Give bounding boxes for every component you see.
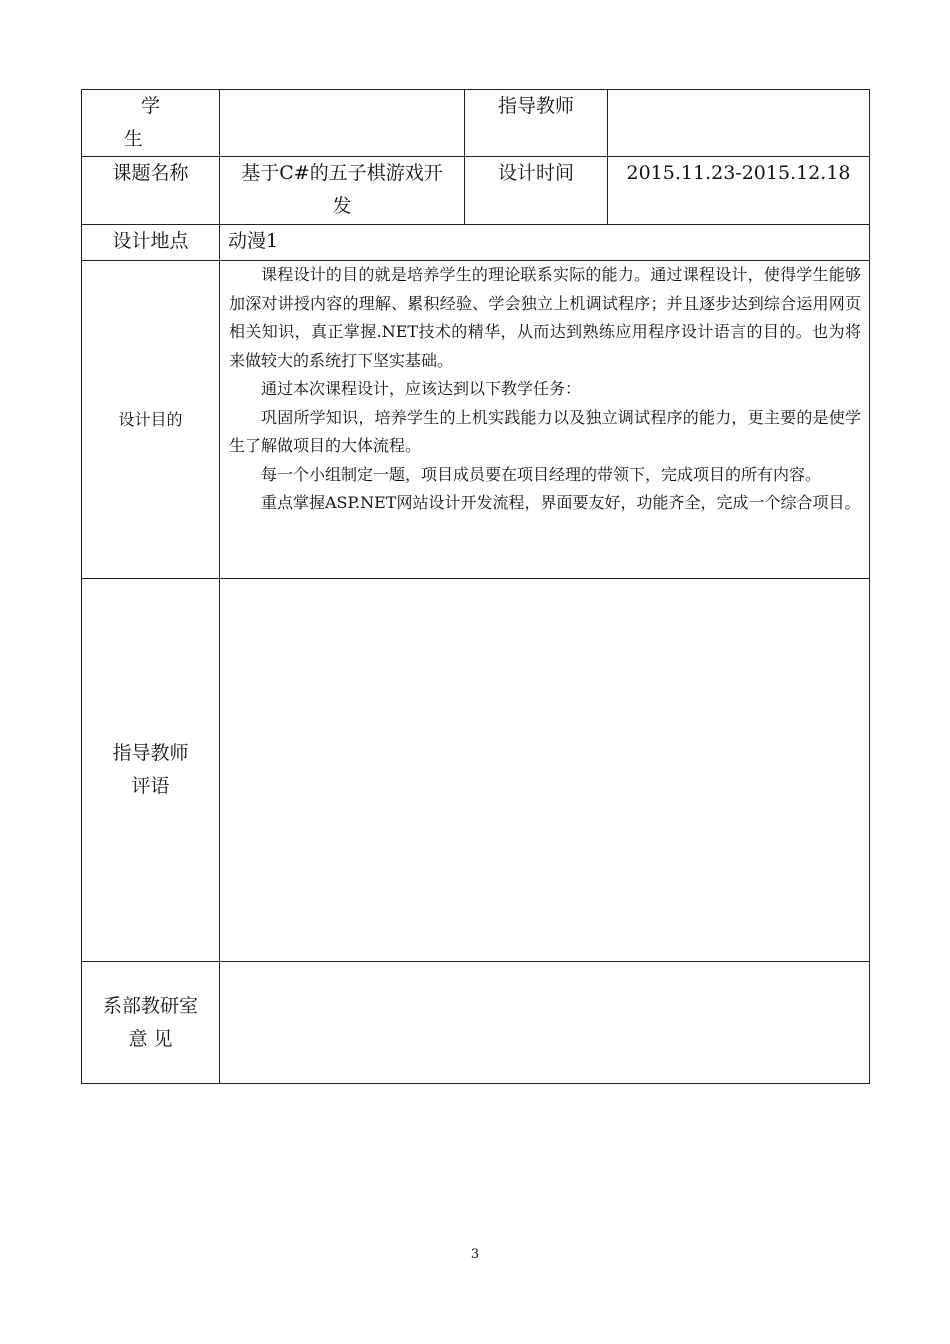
- purpose-label: 设计目的: [82, 261, 220, 579]
- advisor-value: [608, 90, 870, 157]
- advisor-label: 指导教师: [465, 90, 608, 157]
- student-label-cell: [82, 90, 220, 157]
- department-opinion-row: [82, 962, 870, 1084]
- purpose-row: [82, 261, 870, 579]
- purpose-paragraph: 通过本次课程设计，应该达到以下教学任务：: [261, 379, 582, 398]
- purpose-paragraph: 每一个小组制定一题，项目成员要在项目经理的带领下，完成项目的所有内容。: [261, 464, 822, 484]
- purpose-paragraph: 课程设计的目的就是培养学生的理论联系实际的能力。通过课程设计，使得学生能够加深对讲授内容的理解、累积经验、学会独立上机调试程序；并且逐步达到综合运用网页相关知识，真正掌握.NET技术的精华，从而达到熟练应用程序设计语言的目的。也为将来做较大的系统打下坚实基础。: [229, 265, 861, 370]
- advisor-comment-label-line2: 评语: [131, 775, 170, 797]
- department-opinion-value: [220, 962, 870, 1084]
- student-label: 学 生: [123, 95, 195, 150]
- topic-row: [82, 157, 870, 225]
- student-value: [220, 90, 465, 157]
- purpose-paragraph: 重点掌握ASP.NET网站设计开发流程，界面要友好，功能齐全，完成一个综合项目。: [261, 493, 861, 512]
- advisor-comment-label: [82, 579, 220, 962]
- advisor-comment-label-line1: 指导教师: [112, 742, 189, 764]
- advisor-comment-value: [220, 579, 870, 962]
- design-time-label: 设计时间: [465, 157, 608, 225]
- advisor-comment-row: [82, 579, 870, 962]
- location-value: 动漫1: [220, 225, 870, 261]
- topic-value: 基于C#的五子棋游戏开发: [220, 157, 465, 225]
- department-opinion-label: [82, 962, 220, 1084]
- purpose-content: [220, 261, 870, 579]
- department-opinion-label-line1: 系部教研室: [102, 994, 198, 1017]
- student-row: [82, 90, 870, 157]
- design-time-value: 2015.11.23-2015.12.18: [608, 157, 870, 225]
- department-opinion-label-line2: 意 见: [128, 1027, 173, 1050]
- location-label: 设计地点: [82, 225, 220, 261]
- purpose-paragraph: 巩固所学知识，培养学生的上机实践能力以及独立调试程序的能力，更主要的是使学生了解做项目的大体流程。: [229, 407, 861, 455]
- topic-label: 课题名称: [82, 157, 220, 225]
- page-number: 3: [470, 1247, 480, 1262]
- design-info-table: [81, 89, 870, 1084]
- location-row: [82, 225, 870, 261]
